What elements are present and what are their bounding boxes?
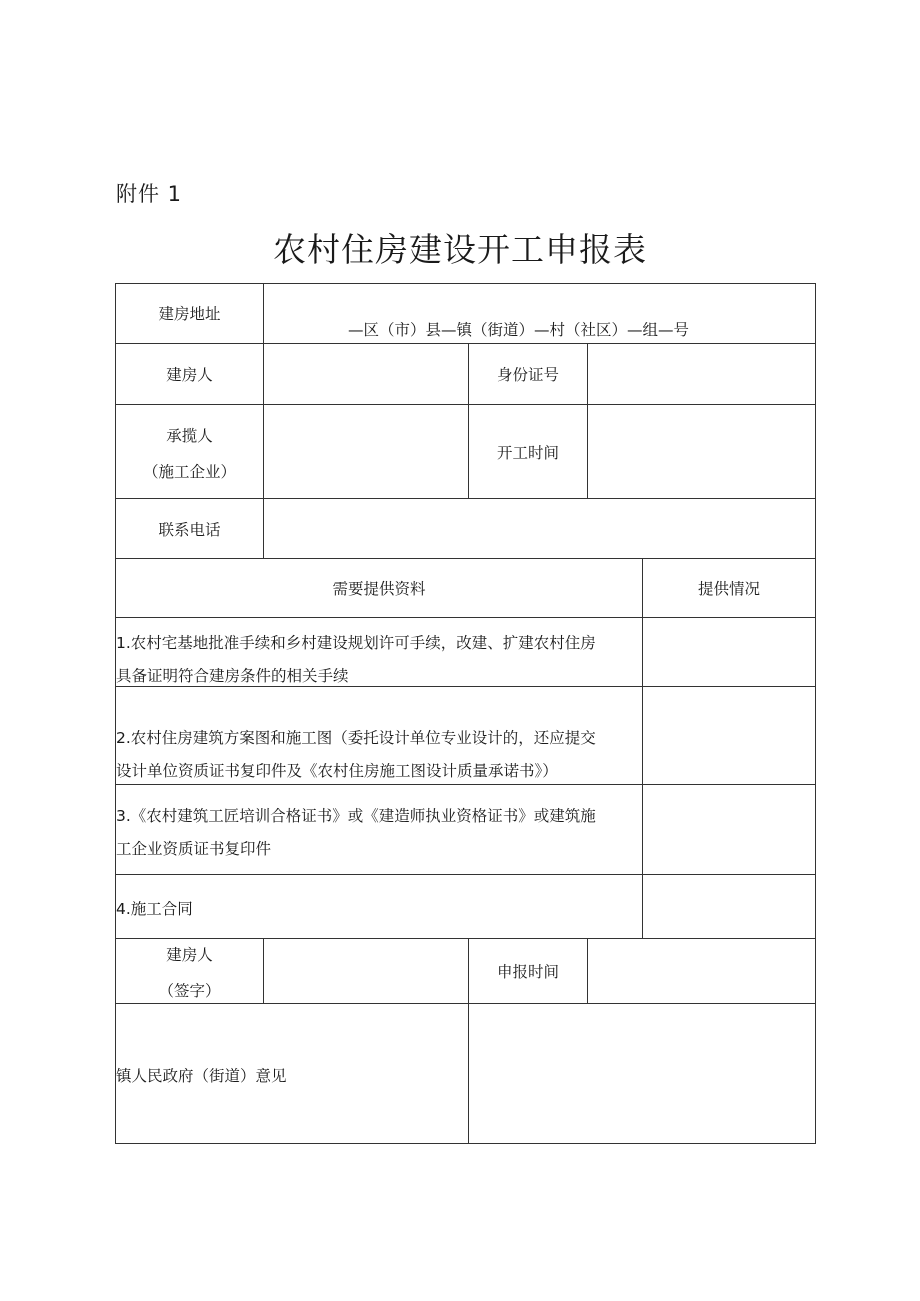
material-item-3 — [116, 800, 596, 866]
column-divider — [263, 938, 264, 1003]
material-item-2-line1: 2.农村住房建筑方案图和施工图（委托设计单位专业设计的，还应提交 — [116, 729, 596, 747]
column-divider — [587, 938, 588, 1003]
column-divider — [468, 1003, 469, 1143]
signer-label-sub: （签字） — [158, 982, 221, 1000]
material-item-1-line1: 1.农村宅基地批准手续和乡村建设规划许可手续，改建、扩建农村住房 — [116, 634, 596, 652]
row-divider — [115, 404, 816, 405]
material-item-1 — [116, 627, 596, 693]
column-divider — [587, 343, 588, 498]
table-border-left — [115, 283, 116, 1144]
row-divider — [115, 343, 816, 344]
phone-label: 联系电话 — [158, 521, 221, 539]
annex-label: 附件 1 — [116, 182, 183, 206]
start-time-label: 开工时间 — [496, 444, 559, 462]
column-divider — [642, 558, 643, 938]
material-item-4: 4.施工合同 — [116, 900, 193, 918]
table-border-right — [815, 283, 816, 1144]
signer-label: 建房人 — [166, 946, 213, 964]
id-number-label: 身份证号 — [496, 366, 559, 384]
address-value: —区（市）县—镇（街道）—村（社区）—组—号 — [348, 321, 690, 339]
material-item-2-line2: 设计单位资质证书复印件及《农村住房施工图设计质量承诺书》） — [116, 762, 558, 780]
materials-header: 需要提供资料 — [332, 580, 426, 598]
material-item-3-line2: 工企业资质证书复印件 — [116, 840, 272, 858]
material-item-2 — [116, 722, 596, 788]
table-border-bottom — [115, 1143, 816, 1144]
row-divider — [115, 617, 816, 618]
form-title: 农村住房建设开工申报表 — [273, 230, 647, 269]
report-time-label: 申报时间 — [496, 963, 559, 981]
contractor-label: 承揽人 — [166, 427, 213, 445]
material-item-1-line2: 具备证明符合建房条件的相关手续 — [116, 667, 349, 685]
builder-label: 建房人 — [166, 366, 213, 384]
table-border-top — [115, 283, 816, 284]
row-divider — [115, 1003, 816, 1004]
row-divider — [115, 938, 816, 939]
row-divider — [115, 498, 816, 499]
column-divider — [263, 283, 264, 558]
material-item-3-line1: 3.《农村建筑工匠培训合格证书》或《建造师执业资格证书》或建筑施 — [116, 807, 596, 825]
address-label: 建房地址 — [158, 305, 221, 323]
contractor-label-sub: （施工企业） — [142, 463, 236, 481]
town-opinion-label: 镇人民政府（街道）意见 — [116, 1067, 287, 1085]
row-divider — [115, 558, 816, 559]
row-divider — [115, 874, 816, 875]
status-header: 提供情况 — [697, 580, 760, 598]
